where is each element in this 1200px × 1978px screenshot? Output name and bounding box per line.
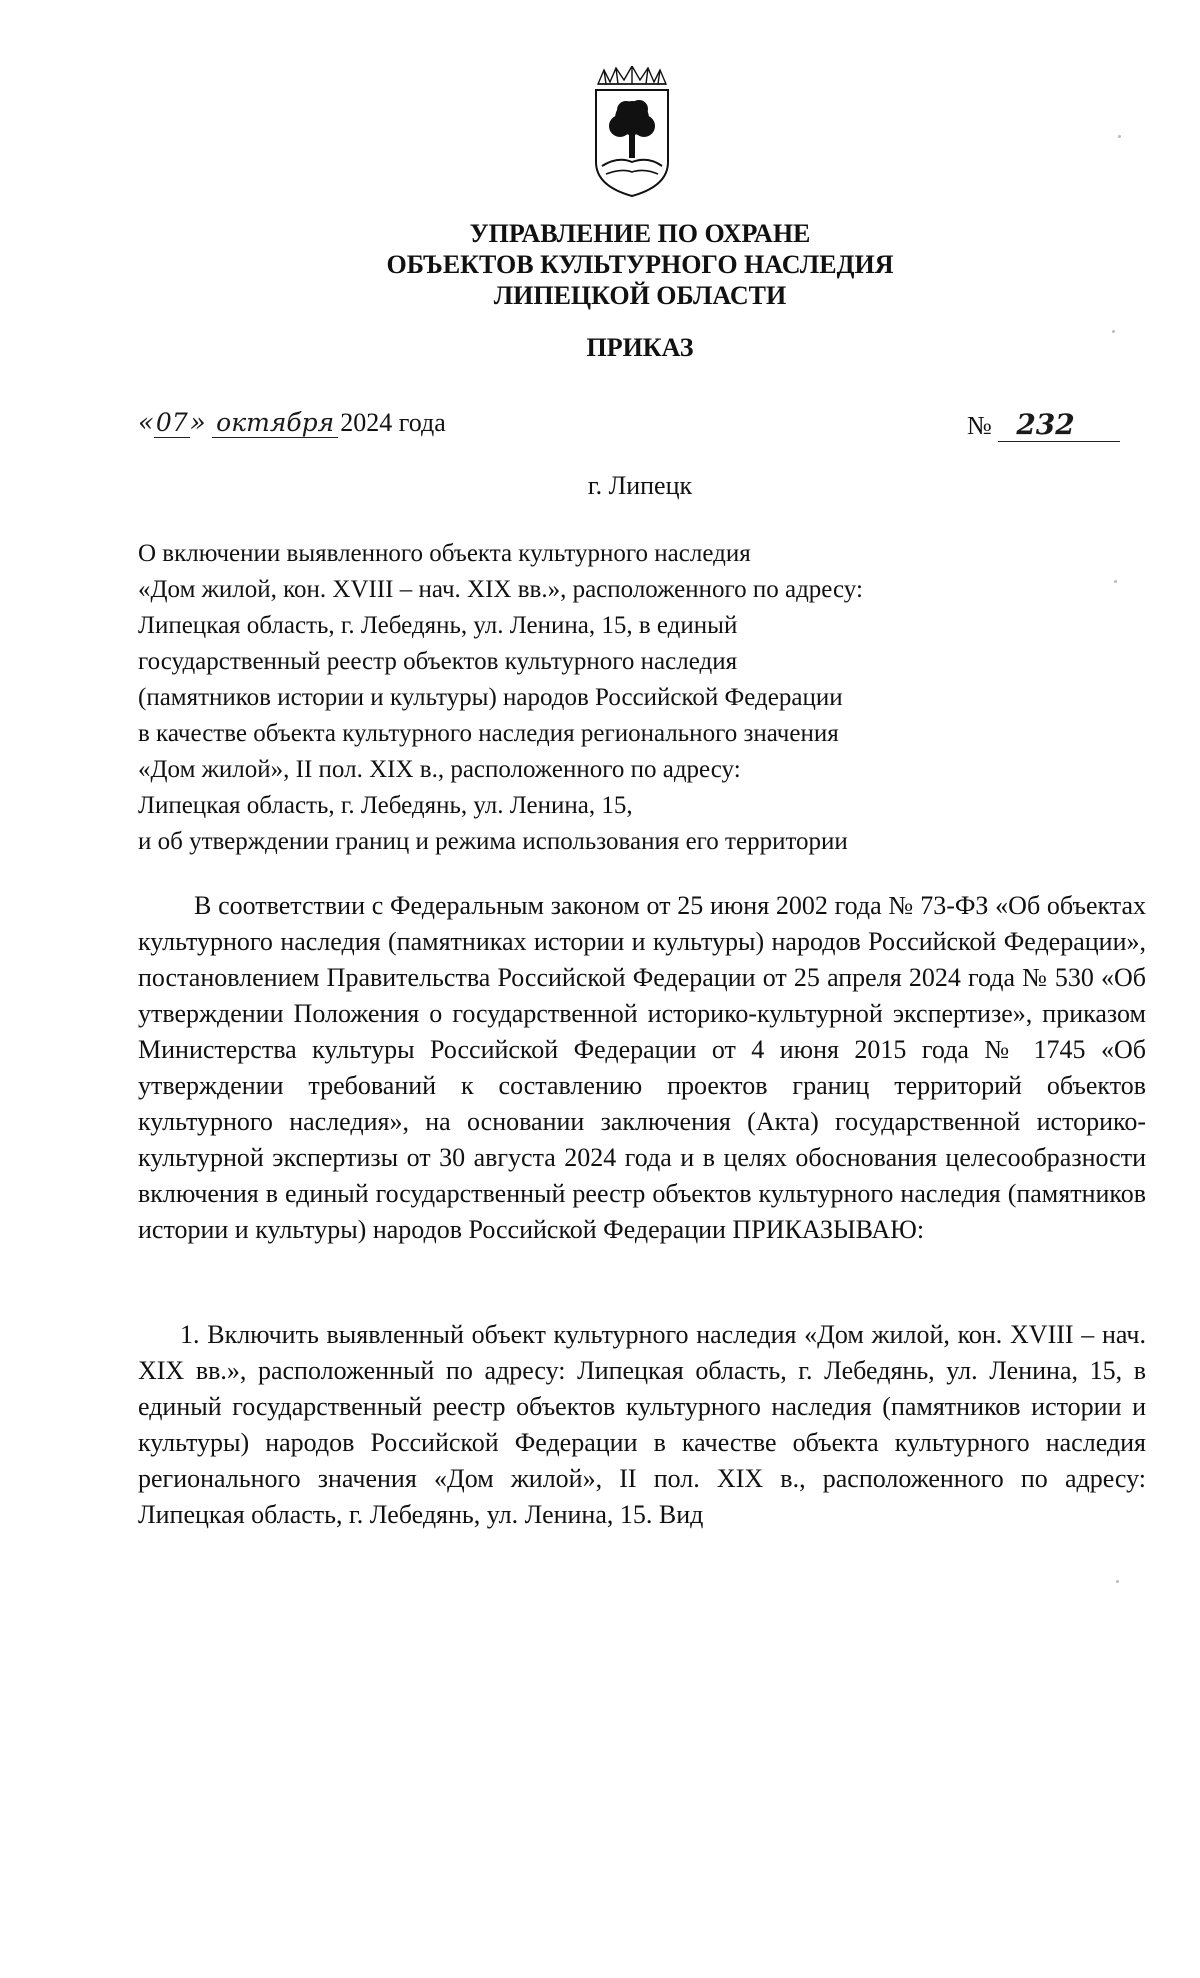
subject-line: и об утверждении границ и режима использования его территории [138,828,848,855]
scan-speck [1114,580,1117,583]
order-date [138,408,446,438]
document-type-title: ПРИКАЗ [586,333,694,362]
subject-line: Липецкая область, г. Лебедянь, ул. Ленина, 15, [138,792,633,819]
date-year: 2024 года [340,408,446,437]
subject-line: О включении выявленного объекта культурного наследия [138,540,751,567]
order-subject [138,536,863,860]
org-line-1: УПРАВЛЕНИЕ ПО ОХРАНЕ [469,219,811,248]
date-day-handwritten: 07 [155,408,188,437]
scan-speck [1116,1580,1119,1583]
coat-of-arms-icon [592,66,672,198]
subject-line: в качестве объекта культурного наследия регионального значения [138,720,839,747]
org-line-3: ЛИПЕЦКОЙ ОБЛАСТИ [493,281,787,310]
subject-line: (памятников истории и культуры) народов Российской Федерации [138,684,843,711]
date-close-quote: » [189,408,206,438]
date-month-handwritten: октября [212,408,338,438]
org-line-2: ОБЪЕКТОВ КУЛЬТУРНОГО НАСЛЕДИЯ [386,250,894,279]
scan-speck [1118,135,1121,138]
scan-speck [1112,330,1115,333]
subject-line: государственный реестр объектов культурного наследия [138,648,738,675]
subject-line: Липецкая область, г. Лебедянь, ул. Ленина, 15, в единый [138,612,738,639]
number-value-handwritten: 232 [998,408,1120,442]
subject-line: «Дом жилой, кон. XVIII – нач. XIX вв.», расположенного по адресу: [138,576,863,603]
subject-line: «Дом жилой», II пол. XIX в., расположенного по адресу: [138,756,741,783]
organization-header [0,218,1200,311]
city-name: г. Липецк [587,471,693,500]
order-item-1: 1. Включить выявленный объект культурного наследия «Дом жилой, кон. XVIII – нач. XIX вв.», расположенный по адресу: Липецкая область, г. Лебедянь, ул. Ленина, 15, в единый государственный реестр объектов культурного наследия (памятников истории и культуры) народов Российской Федерации в качестве объекта культурного наследия регионального значения «Дом жилой», II пол. XIX в., расположенного по адресу: Липецкая область, г. Лебедянь, ул. Ленина, 15. Вид [138,1320,1146,1529]
order-number [967,408,1120,442]
preamble-paragraph: В соответствии с Федеральным законом от 25 июня 2002 года № 73-ФЗ «Об объектах культурного наследия (памятниках истории и культуры) народов Российской Федерации», постановлением Правительства Российской Федерации от 25 апреля 2024 года № 530 «Об утверждении Положения о государственной историко-культурной экспертизе», приказом Министерства культуры Российской Федерации от 4 июня 2015 года № 1745 «Об утверждении требований к составлению проектов границ территорий объектов культурного наследия», на основании заключения (Акта) государственной историко-культурной экспертизы от 30 августа 2024 года и в целях обоснования целесообразности включения в единый государственный реестр объектов культурного наследия (памятников истории и культуры) народов Российской Федерации ПРИКАЗЫВАЮ: [138,891,1146,1244]
number-label: № [967,411,992,440]
date-open-quote: « [138,408,154,438]
